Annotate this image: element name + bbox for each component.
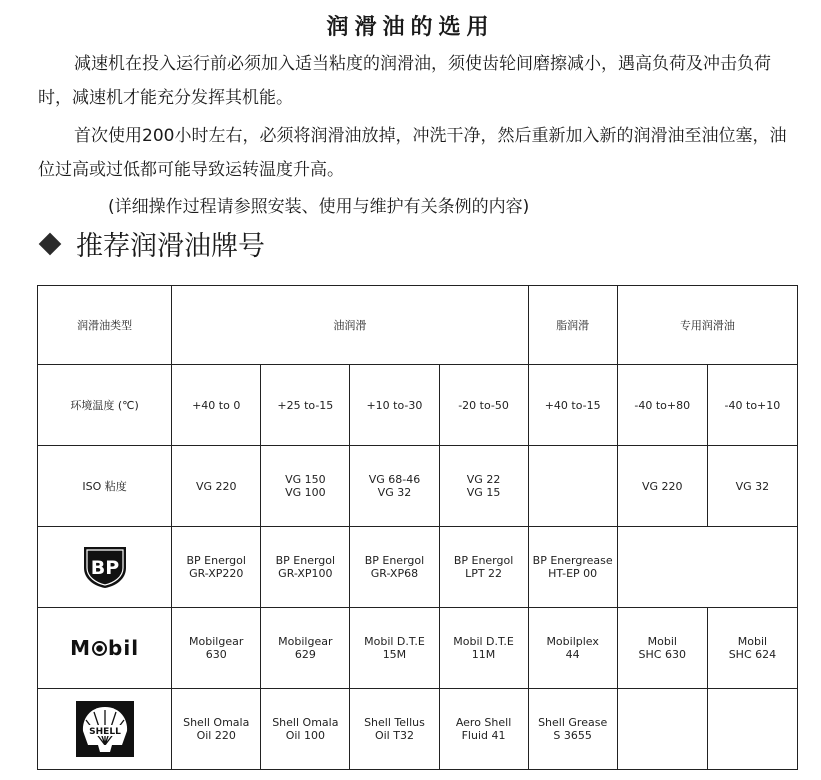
flush-paragraph: 首次使用200小时左右，必须将润滑油放掉，冲洗干净，然后重新加入新的润滑油至油位塞，油位过高或过低都可能导致运转温度升高。 xyxy=(38,126,787,180)
viscosity-grade: VG 32 xyxy=(377,486,412,499)
product-grade: GR-XP68 xyxy=(370,567,419,580)
product-cell xyxy=(350,608,439,689)
temperature-cell: +40 to-15 xyxy=(528,365,617,446)
viscosity-grade: VG 68-46 xyxy=(368,473,421,486)
oil-lubrication-header: 油润滑 xyxy=(172,286,528,365)
product-grade: GR-XP220 xyxy=(189,567,244,580)
product-cell xyxy=(261,527,350,608)
product-name: BP Energol xyxy=(186,554,246,567)
product-name: BP Energol xyxy=(364,554,425,567)
product-grade: SHC 630 xyxy=(638,648,686,661)
viscosity-grade: VG 150 xyxy=(285,473,326,486)
product-name: BP Energrease xyxy=(532,554,613,567)
product-cell-empty xyxy=(617,689,707,770)
viscosity-cell xyxy=(439,446,528,527)
temperature-row xyxy=(38,365,798,446)
temperature-cell: +40 to 0 xyxy=(172,365,261,446)
product-cell xyxy=(528,527,617,608)
product-name: Mobilgear xyxy=(278,635,333,648)
shell-logo-cell xyxy=(38,689,172,770)
product-grade: Oil 220 xyxy=(196,729,236,742)
viscosity-cell-empty xyxy=(528,446,617,527)
product-name: Mobilgear xyxy=(189,635,244,648)
product-name: Shell Omala xyxy=(272,716,339,729)
reference-note: (详细操作过程请参照安装、使用与维护有关条例的内容) xyxy=(108,197,530,217)
mobil-row xyxy=(38,608,798,689)
viscosity-grade: VG 32 xyxy=(735,479,770,493)
product-cell xyxy=(261,608,350,689)
iso-viscosity-label: ISO 粘度 xyxy=(38,446,172,527)
product-name: BP Energol xyxy=(453,554,514,567)
product-cell xyxy=(172,608,261,689)
temperature-cell: +10 to-30 xyxy=(350,365,439,446)
product-cell xyxy=(172,527,261,608)
shell-pecten-logo-icon xyxy=(76,701,134,757)
product-grade: 11M xyxy=(471,648,496,661)
product-cell xyxy=(707,608,797,689)
product-name: Mobilplex xyxy=(546,635,599,648)
special-oil-header: 专用润滑油 xyxy=(617,286,797,365)
product-cell-empty xyxy=(707,689,797,770)
product-cell xyxy=(439,527,528,608)
product-cell xyxy=(528,689,617,770)
viscosity-cell xyxy=(707,446,797,527)
temperature-cell: -40 to+10 xyxy=(707,365,797,446)
product-cell xyxy=(439,689,528,770)
temperature-cell: +25 to-15 xyxy=(261,365,350,446)
viscosity-cell xyxy=(261,446,350,527)
product-grade: 44 xyxy=(565,648,580,661)
shell-row xyxy=(38,689,798,770)
product-name: Aero Shell xyxy=(455,716,512,729)
section-heading xyxy=(40,224,265,263)
svg-text:BP: BP xyxy=(90,557,119,579)
product-cell xyxy=(617,608,707,689)
temperature-cell: -20 to-50 xyxy=(439,365,528,446)
viscosity-grade: VG 22 xyxy=(466,473,501,486)
temperature-cell: -40 to+80 xyxy=(617,365,707,446)
mobil-logo-cell xyxy=(38,608,172,689)
product-grade: Oil 100 xyxy=(285,729,325,742)
page-title: 润滑油的选用 xyxy=(326,15,495,40)
product-grade: 629 xyxy=(294,648,316,661)
product-name: Mobil xyxy=(647,635,677,648)
viscosity-grade: VG 220 xyxy=(195,479,237,493)
header-row xyxy=(38,286,798,365)
viscosity-grade: VG 15 xyxy=(466,486,501,499)
section-heading-text: 推荐润滑油牌号 xyxy=(76,231,265,262)
diamond-bullet-icon xyxy=(39,232,62,255)
product-name: Mobil xyxy=(737,635,768,648)
temperature-label: 环境温度 (℃) xyxy=(38,365,172,446)
grease-lubrication-header: 脂润滑 xyxy=(528,286,617,365)
svg-text:SHELL: SHELL xyxy=(88,727,121,737)
product-grade: GR-XP100 xyxy=(278,567,333,580)
product-name: Mobil D.T.E xyxy=(364,635,425,648)
product-grade: 15M xyxy=(382,648,407,661)
bp-logo-cell xyxy=(38,527,172,608)
viscosity-cell xyxy=(617,446,707,527)
product-grade: Oil T32 xyxy=(374,729,414,742)
bp-shield-logo-icon xyxy=(81,544,129,590)
product-name: Mobil D.T.E xyxy=(453,635,514,648)
product-grade: 630 xyxy=(205,648,227,661)
product-cell xyxy=(528,608,617,689)
product-cell xyxy=(261,689,350,770)
product-name: BP Energol xyxy=(275,554,336,567)
product-cell xyxy=(439,608,528,689)
iso-viscosity-row xyxy=(38,446,798,527)
product-grade: Fluid 41 xyxy=(461,729,506,742)
viscosity-cell xyxy=(172,446,261,527)
product-grade: HT-EP 00 xyxy=(548,567,598,580)
mobil-wordmark-logo-icon: M bil xyxy=(70,635,140,660)
bp-row xyxy=(38,527,798,608)
product-cell xyxy=(350,689,439,770)
product-cell xyxy=(350,527,439,608)
product-grade: LPT 22 xyxy=(465,567,503,580)
product-grade: S 3655 xyxy=(553,729,592,742)
product-name: Shell Tellus xyxy=(364,716,425,729)
viscosity-grade: VG 220 xyxy=(642,479,683,493)
lubricant-table xyxy=(37,285,798,770)
product-name: Shell Grease xyxy=(538,716,608,729)
product-cell xyxy=(172,689,261,770)
viscosity-cell xyxy=(350,446,439,527)
product-grade: SHC 624 xyxy=(728,648,777,661)
intro-paragraph: 减速机在投入运行前必须加入适当粘度的润滑油，须使齿轮间磨擦减小，遇高负荷及冲击负荷时，减速机才能充分发挥其机能。 xyxy=(38,54,771,108)
product-name: Shell Omala xyxy=(183,716,250,729)
viscosity-grade: VG 100 xyxy=(285,486,326,499)
type-label-cell: 润滑油类型 xyxy=(38,286,172,365)
product-cell-empty xyxy=(617,527,797,608)
